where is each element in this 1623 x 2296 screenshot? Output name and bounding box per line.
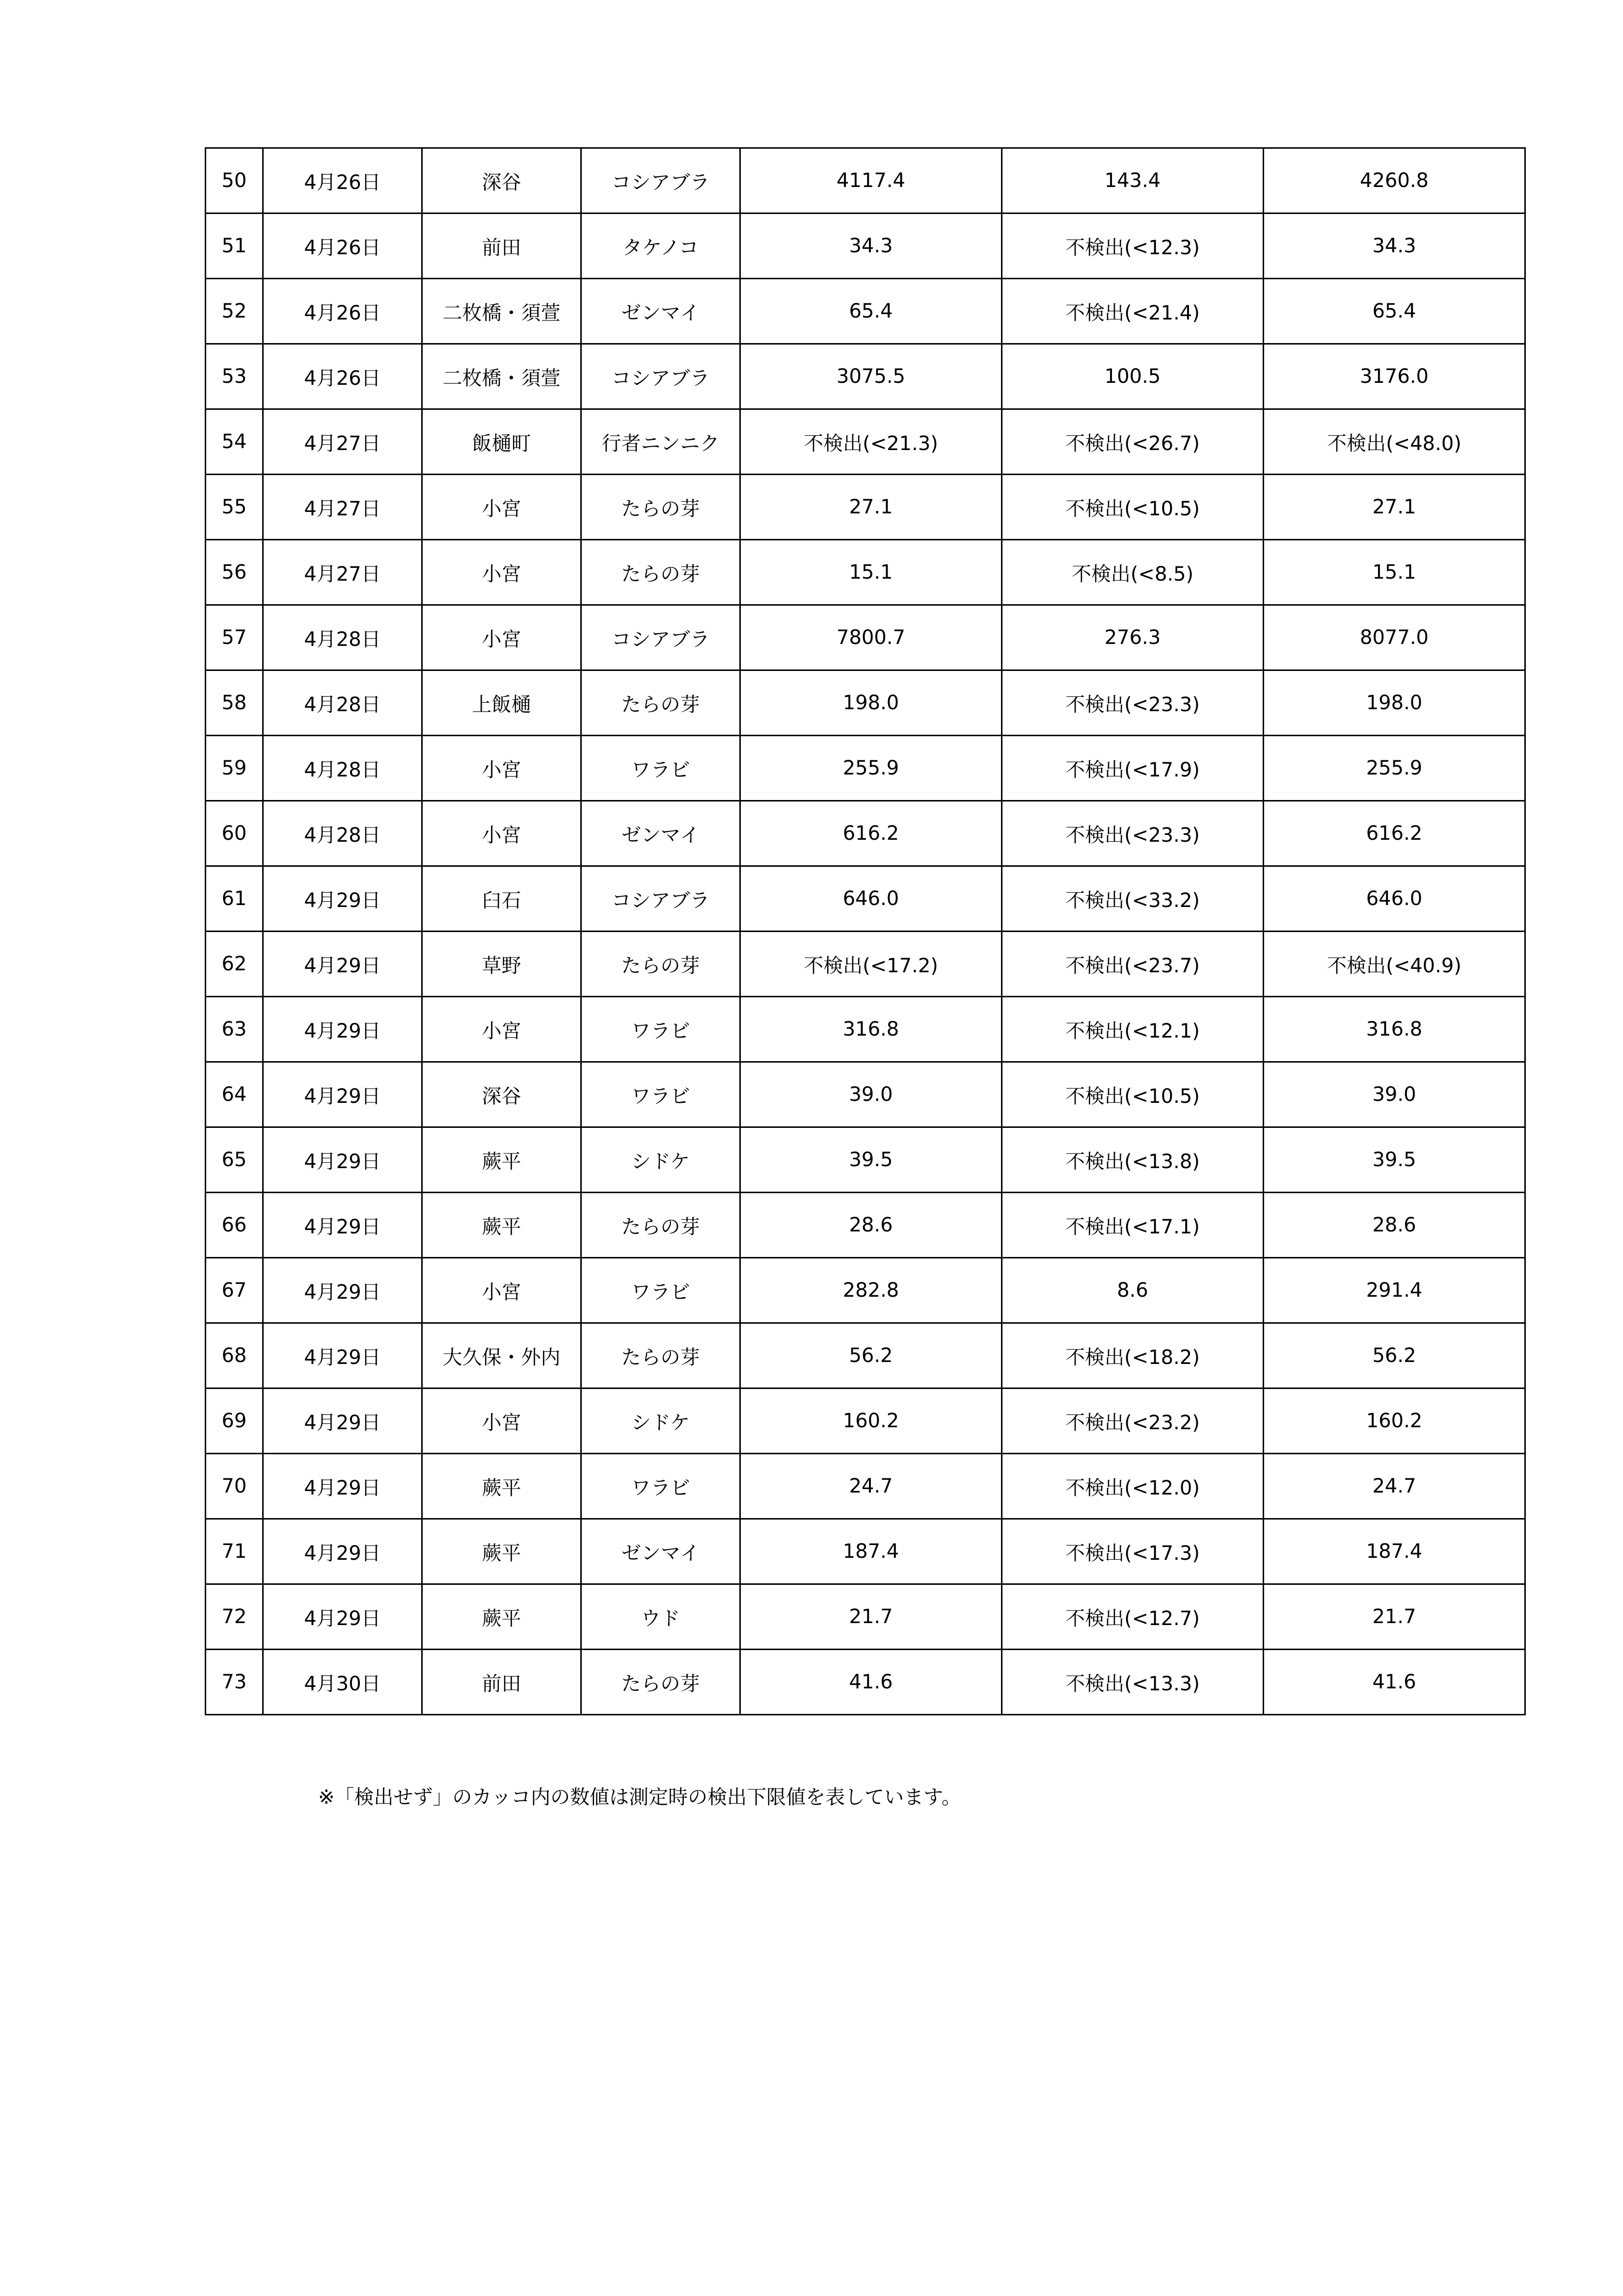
sample-date-cell: 4月29日 [263,997,422,1062]
measurement-total-cell: 28.6 [1264,1193,1525,1258]
sample-number-cell: 55 [206,475,263,540]
measurement-value-2-cell: 不検出(<17.3) [1002,1519,1264,1584]
measurement-value-2-cell: 不検出(<10.5) [1002,1062,1264,1127]
sample-number-cell: 53 [206,344,263,409]
sample-number-cell: 60 [206,801,263,866]
measurement-value-1-cell: 不検出(<21.3) [740,409,1002,475]
measurement-value-1-cell: 34.3 [740,214,1002,279]
sample-item-cell: コシアブラ [581,344,740,409]
table-row [206,475,1525,540]
measurement-total-cell: 39.0 [1264,1062,1525,1127]
sample-area-cell: 二枚橋・須萱 [422,279,581,344]
measurement-total-cell: 198.0 [1264,670,1525,736]
sample-number-cell: 51 [206,214,263,279]
sample-date-cell: 4月29日 [263,866,422,932]
sample-number-cell: 56 [206,540,263,605]
table-row [206,1193,1525,1258]
sample-item-cell: ワラビ [581,1062,740,1127]
measurement-total-cell: 39.5 [1264,1127,1525,1193]
measurement-value-2-cell: 不検出(<33.2) [1002,866,1264,932]
sample-item-cell: ワラビ [581,1258,740,1323]
sample-area-cell: 小宮 [422,1258,581,1323]
table-row [206,670,1525,736]
measurement-value-1-cell: 616.2 [740,801,1002,866]
sample-date-cell: 4月29日 [263,1062,422,1127]
measurement-total-cell: 34.3 [1264,214,1525,279]
sample-date-cell: 4月29日 [263,1323,422,1388]
sample-number-cell: 71 [206,1519,263,1584]
measurement-value-1-cell: 24.7 [740,1454,1002,1519]
sample-item-cell: たらの芽 [581,1193,740,1258]
sample-date-cell: 4月29日 [263,1584,422,1650]
sample-item-cell: ゼンマイ [581,279,740,344]
table-row [206,932,1525,997]
sample-area-cell: 蕨平 [422,1454,581,1519]
sample-number-cell: 61 [206,866,263,932]
measurement-total-cell: 616.2 [1264,801,1525,866]
sample-date-cell: 4月26日 [263,214,422,279]
measurement-total-cell: 24.7 [1264,1454,1525,1519]
sample-date-cell: 4月28日 [263,736,422,801]
sample-item-cell: ゼンマイ [581,801,740,866]
measurement-value-2-cell: 不検出(<18.2) [1002,1323,1264,1388]
measurement-value-1-cell: 255.9 [740,736,1002,801]
table-row [206,736,1525,801]
sample-item-cell: たらの芽 [581,932,740,997]
sample-number-cell: 57 [206,605,263,670]
sample-number-cell: 64 [206,1062,263,1127]
sample-date-cell: 4月28日 [263,801,422,866]
sample-date-cell: 4月27日 [263,540,422,605]
measurement-value-2-cell: 8.6 [1002,1258,1264,1323]
table-row [206,1323,1525,1388]
sample-area-cell: 蕨平 [422,1127,581,1193]
measurement-value-2-cell: 不検出(<13.8) [1002,1127,1264,1193]
table-row [206,801,1525,866]
sample-date-cell: 4月28日 [263,670,422,736]
measurement-total-cell: 187.4 [1264,1519,1525,1584]
sample-number-cell: 70 [206,1454,263,1519]
measurement-value-1-cell: 27.1 [740,475,1002,540]
sample-number-cell: 66 [206,1193,263,1258]
measurement-value-2-cell: 不検出(<12.0) [1002,1454,1264,1519]
measurement-value-1-cell: 198.0 [740,670,1002,736]
table-row [206,540,1525,605]
measurement-total-cell: 不検出(<40.9) [1264,932,1525,997]
table-row [206,344,1525,409]
measurement-value-2-cell: 不検出(<23.3) [1002,801,1264,866]
sample-area-cell: 深谷 [422,1062,581,1127]
sample-item-cell: たらの芽 [581,540,740,605]
measurement-value-1-cell: 65.4 [740,279,1002,344]
sample-item-cell: ゼンマイ [581,1519,740,1584]
sample-area-cell: 小宮 [422,540,581,605]
measurement-table-body [206,148,1525,1715]
measurement-total-cell: 316.8 [1264,997,1525,1062]
measurement-value-1-cell: 282.8 [740,1258,1002,1323]
sample-item-cell: シドケ [581,1127,740,1193]
measurement-total-cell: 41.6 [1264,1650,1525,1715]
sample-area-cell: 前田 [422,1650,581,1715]
sample-number-cell: 58 [206,670,263,736]
table-row [206,148,1525,214]
measurement-value-2-cell: 100.5 [1002,344,1264,409]
sample-area-cell: 二枚橋・須萱 [422,344,581,409]
footnote: ※「検出せず」のカッコ内の数値は測定時の検出下限値を表しています。 [318,1786,961,1809]
table-row [206,1519,1525,1584]
sample-item-cell: コシアブラ [581,605,740,670]
sample-area-cell: 小宮 [422,997,581,1062]
measurement-total-cell: 646.0 [1264,866,1525,932]
measurement-value-1-cell: 39.0 [740,1062,1002,1127]
table-row [206,214,1525,279]
measurement-value-2-cell: 不検出(<17.1) [1002,1193,1264,1258]
measurement-value-1-cell: 不検出(<17.2) [740,932,1002,997]
sample-area-cell: 小宮 [422,801,581,866]
measurement-value-1-cell: 41.6 [740,1650,1002,1715]
measurement-value-1-cell: 316.8 [740,997,1002,1062]
measurement-value-2-cell: 不検出(<23.3) [1002,670,1264,736]
measurement-value-1-cell: 3075.5 [740,344,1002,409]
sample-item-cell: ワラビ [581,736,740,801]
sample-item-cell: たらの芽 [581,475,740,540]
sample-date-cell: 4月29日 [263,1258,422,1323]
measurement-total-cell: 160.2 [1264,1388,1525,1454]
table-row [206,1454,1525,1519]
table-row [206,866,1525,932]
sample-number-cell: 52 [206,279,263,344]
measurement-value-2-cell: 143.4 [1002,148,1264,214]
sample-date-cell: 4月29日 [263,1127,422,1193]
sample-area-cell: 小宮 [422,605,581,670]
sample-number-cell: 67 [206,1258,263,1323]
measurement-value-2-cell: 不検出(<21.4) [1002,279,1264,344]
sample-area-cell: 小宮 [422,736,581,801]
sample-number-cell: 50 [206,148,263,214]
table-row [206,1650,1525,1715]
sample-area-cell: 蕨平 [422,1193,581,1258]
measurement-value-1-cell: 15.1 [740,540,1002,605]
measurement-value-1-cell: 28.6 [740,1193,1002,1258]
sample-date-cell: 4月29日 [263,1454,422,1519]
sample-area-cell: 蕨平 [422,1519,581,1584]
measurement-value-1-cell: 187.4 [740,1519,1002,1584]
sample-date-cell: 4月26日 [263,344,422,409]
table-row [206,1258,1525,1323]
sample-number-cell: 72 [206,1584,263,1650]
measurement-total-cell: 8077.0 [1264,605,1525,670]
sample-date-cell: 4月30日 [263,1650,422,1715]
table-row [206,1584,1525,1650]
measurement-value-2-cell: 不検出(<12.3) [1002,214,1264,279]
sample-date-cell: 4月27日 [263,409,422,475]
table-row [206,1062,1525,1127]
table-row [206,1388,1525,1454]
sample-item-cell: ワラビ [581,997,740,1062]
measurement-value-2-cell: 不検出(<23.7) [1002,932,1264,997]
sample-number-cell: 59 [206,736,263,801]
measurement-value-2-cell: 276.3 [1002,605,1264,670]
sample-item-cell: ウド [581,1584,740,1650]
measurement-total-cell: 255.9 [1264,736,1525,801]
sample-area-cell: 大久保・外内 [422,1323,581,1388]
measurement-total-cell: 不検出(<48.0) [1264,409,1525,475]
measurement-total-cell: 291.4 [1264,1258,1525,1323]
measurement-value-2-cell: 不検出(<23.2) [1002,1388,1264,1454]
measurement-total-cell: 27.1 [1264,475,1525,540]
measurement-value-1-cell: 7800.7 [740,605,1002,670]
sample-date-cell: 4月26日 [263,279,422,344]
measurement-value-2-cell: 不検出(<26.7) [1002,409,1264,475]
sample-date-cell: 4月26日 [263,148,422,214]
measurement-value-2-cell: 不検出(<8.5) [1002,540,1264,605]
table-row [206,605,1525,670]
measurement-value-1-cell: 39.5 [740,1127,1002,1193]
sample-number-cell: 62 [206,932,263,997]
sample-area-cell: 小宮 [422,475,581,540]
measurement-total-cell: 15.1 [1264,540,1525,605]
sample-date-cell: 4月29日 [263,1519,422,1584]
measurement-total-cell: 21.7 [1264,1584,1525,1650]
sample-item-cell: タケノコ [581,214,740,279]
sample-item-cell: たらの芽 [581,1650,740,1715]
sample-area-cell: 前田 [422,214,581,279]
measurement-value-1-cell: 4117.4 [740,148,1002,214]
measurement-total-cell: 4260.8 [1264,148,1525,214]
sample-area-cell: 深谷 [422,148,581,214]
table-row [206,409,1525,475]
sample-number-cell: 68 [206,1323,263,1388]
sample-date-cell: 4月29日 [263,1388,422,1454]
measurement-value-1-cell: 160.2 [740,1388,1002,1454]
sample-date-cell: 4月28日 [263,605,422,670]
measurement-value-2-cell: 不検出(<12.7) [1002,1584,1264,1650]
sample-area-cell: 小宮 [422,1388,581,1454]
measurement-value-1-cell: 646.0 [740,866,1002,932]
measurement-value-2-cell: 不検出(<12.1) [1002,997,1264,1062]
sample-item-cell: たらの芽 [581,1323,740,1388]
measurement-value-2-cell: 不検出(<17.9) [1002,736,1264,801]
sample-item-cell: シドケ [581,1388,740,1454]
measurement-table [205,147,1526,1715]
measurement-total-cell: 56.2 [1264,1323,1525,1388]
sample-item-cell: たらの芽 [581,670,740,736]
sample-area-cell: 草野 [422,932,581,997]
sample-area-cell: 上飯樋 [422,670,581,736]
table-row [206,997,1525,1062]
sample-date-cell: 4月29日 [263,932,422,997]
measurement-total-cell: 65.4 [1264,279,1525,344]
table-row [206,1127,1525,1193]
sample-number-cell: 63 [206,997,263,1062]
sample-item-cell: 行者ニンニク [581,409,740,475]
sample-area-cell: 飯樋町 [422,409,581,475]
sample-item-cell: ワラビ [581,1454,740,1519]
table-row [206,279,1525,344]
measurement-value-2-cell: 不検出(<13.3) [1002,1650,1264,1715]
sample-number-cell: 65 [206,1127,263,1193]
sample-number-cell: 73 [206,1650,263,1715]
measurement-total-cell: 3176.0 [1264,344,1525,409]
sample-number-cell: 69 [206,1388,263,1454]
sample-item-cell: コシアブラ [581,866,740,932]
sample-date-cell: 4月27日 [263,475,422,540]
sample-area-cell: 蕨平 [422,1584,581,1650]
measurement-value-1-cell: 56.2 [740,1323,1002,1388]
sample-date-cell: 4月29日 [263,1193,422,1258]
measurement-value-2-cell: 不検出(<10.5) [1002,475,1264,540]
sample-item-cell: コシアブラ [581,148,740,214]
sample-number-cell: 54 [206,409,263,475]
measurement-value-1-cell: 21.7 [740,1584,1002,1650]
sample-area-cell: 臼石 [422,866,581,932]
